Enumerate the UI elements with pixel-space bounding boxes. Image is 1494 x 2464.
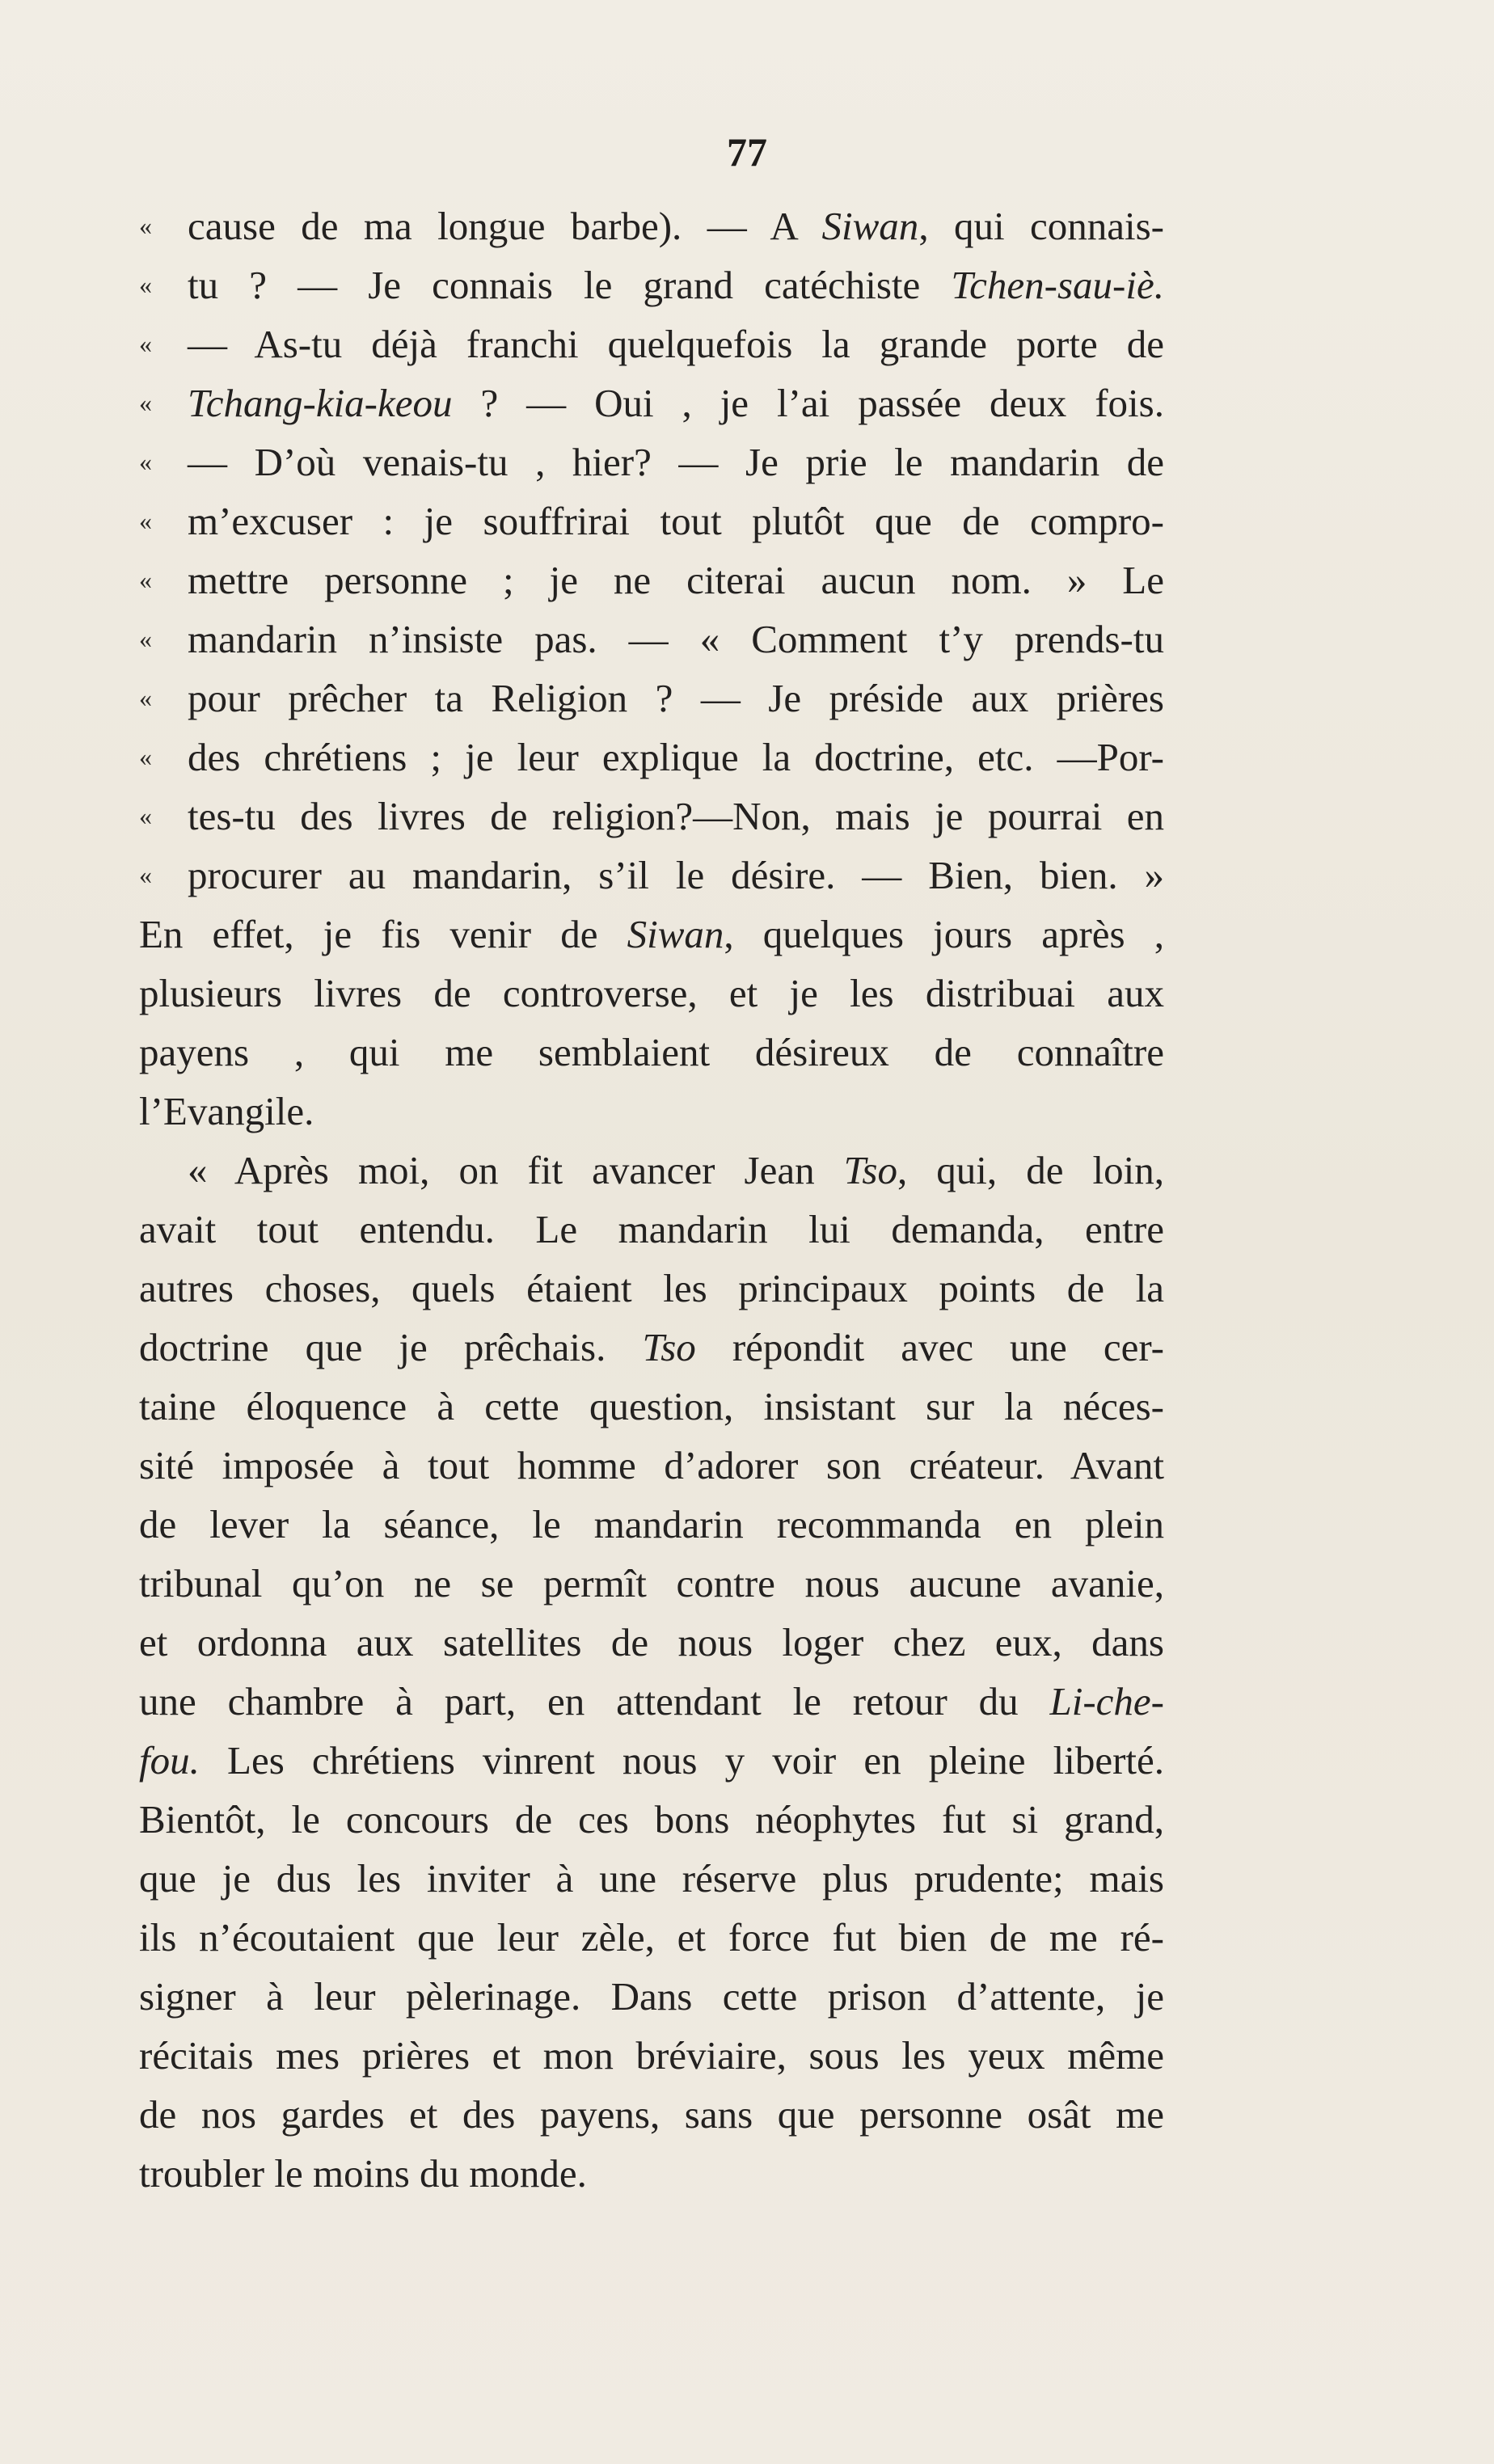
text-line	[139, 1672, 1164, 1731]
text-segment: tribunal qu’on ne se permît contre nous aucune avanie,	[139, 1561, 1164, 1605]
text-line	[139, 2085, 1164, 2144]
text-line	[139, 2026, 1164, 2085]
text-segment: tes-tu des livres de religion?—Non, mais je pourrai en	[188, 794, 1164, 838]
text-segment: tu ? — Je connais le grand catéchiste	[188, 263, 952, 307]
page-number: 77	[727, 129, 767, 175]
text-line	[139, 432, 1164, 492]
text-segment: doctrine que je prêchais.	[139, 1325, 643, 1369]
text-segment: plusieurs livres de controverse, et je les distribuai aux	[139, 971, 1164, 1015]
italic-segment: Tso	[843, 1148, 897, 1192]
text-segment: l’Evangile.	[139, 1089, 314, 1133]
quote-mark: «	[139, 211, 152, 240]
text-segment: , qui connais-	[918, 204, 1164, 248]
quote-mark: «	[139, 683, 152, 712]
body-text	[139, 196, 1164, 2203]
text-line	[139, 1023, 1164, 1082]
quote-mark: «	[139, 565, 152, 594]
text-line	[139, 1141, 1164, 1200]
italic-segment: Tchen-sau-iè.	[951, 263, 1164, 307]
text-segment: des chrétiens ; je leur explique la doctrine, etc. —Por-	[188, 735, 1164, 779]
quote-mark: «	[139, 624, 152, 653]
text-segment: de lever la séance, le mandarin recommanda en plein	[139, 1502, 1164, 1546]
text-segment: En effet, je fis venir de	[139, 912, 627, 956]
text-segment: Les chrétiens vinrent nous y voir en pleine liberté.	[199, 1738, 1164, 1783]
quote-mark: «	[139, 801, 152, 830]
text-segment: mettre personne ; je ne citerai aucun nom. » Le	[188, 558, 1164, 602]
text-line	[139, 1554, 1164, 1613]
text-line	[139, 314, 1164, 373]
text-line	[139, 787, 1164, 846]
text-segment: pour prêcher ta Religion ? — Je préside aux prières	[188, 676, 1164, 720]
text-line	[139, 1495, 1164, 1554]
text-line	[139, 1790, 1164, 1849]
text-line	[139, 964, 1164, 1023]
text-line	[139, 255, 1164, 314]
text-line	[139, 728, 1164, 787]
italic-segment: fou.	[139, 1738, 200, 1783]
text-segment: Bientôt, le concours de ces bons néophytes fut si grand,	[139, 1797, 1164, 1842]
text-line	[139, 1731, 1164, 1790]
text-segment: , quelques jours après ,	[724, 912, 1164, 956]
text-segment: mandarin n’insiste pas. — « Comment t’y prends-tu	[188, 617, 1164, 661]
text-segment: répondit avec une cer-	[695, 1325, 1164, 1369]
text-line	[139, 1377, 1164, 1436]
quote-mark: «	[139, 506, 152, 535]
text-line	[139, 1967, 1164, 2026]
italic-segment: Siwan	[821, 204, 919, 248]
italic-segment: Siwan	[627, 912, 724, 956]
text-line	[139, 373, 1164, 432]
quote-mark: «	[139, 860, 152, 889]
text-segment: autres choses, quels étaient les principaux points de la	[139, 1266, 1164, 1310]
text-segment: — D’où venais-tu , hier? — Je prie le mandarin de	[188, 440, 1164, 484]
text-segment: que je dus les inviter à une réserve plus prudente; mais	[139, 1856, 1164, 1901]
text-line	[139, 2144, 1164, 2203]
text-segment: ? — Oui , je l’ai passée deux fois.	[452, 381, 1164, 425]
text-segment: procurer au mandarin, s’il le désire. — Bien, bien. »	[188, 853, 1164, 897]
text-segment: sité imposée à tout homme d’adorer son créateur. Avant	[139, 1443, 1164, 1487]
text-segment: m’excuser : je souffrirai tout plutôt que de compro-	[188, 499, 1164, 543]
quote-mark: «	[139, 329, 152, 358]
text-segment: troubler le moins du monde.	[139, 2151, 587, 2196]
text-segment: avait tout entendu. Le mandarin lui demanda, entre	[139, 1207, 1164, 1251]
text-segment: « Après moi, on fit avancer Jean	[188, 1148, 844, 1192]
text-segment: récitais mes prières et mon bréviaire, sous les yeux même	[139, 2033, 1164, 2078]
text-line	[139, 1318, 1164, 1377]
text-segment: cause de ma longue barbe). — A	[188, 204, 822, 248]
text-line	[139, 1259, 1164, 1318]
text-line	[139, 551, 1164, 610]
text-segment: signer à leur pèlerinage. Dans cette prison d’attente, je	[139, 1974, 1164, 2019]
italic-segment: Li-che-	[1049, 1679, 1164, 1724]
text-line	[139, 1436, 1164, 1495]
text-segment: taine éloquence à cette question, insistant sur la néces-	[139, 1384, 1164, 1428]
text-line	[139, 610, 1164, 669]
text-line	[139, 1908, 1164, 1967]
quote-mark: «	[139, 270, 152, 299]
text-line	[139, 846, 1164, 905]
text-segment: , qui, de loin,	[897, 1148, 1165, 1192]
text-line	[139, 1200, 1164, 1259]
text-line	[139, 905, 1164, 964]
text-line	[139, 1082, 1164, 1141]
text-segment: de nos gardes et des payens, sans que personne osât me	[139, 2092, 1164, 2137]
quote-mark: «	[139, 742, 152, 771]
text-line	[139, 1613, 1164, 1672]
quote-mark: «	[139, 447, 152, 476]
text-segment: — As-tu déjà franchi quelquefois la grande porte de	[188, 322, 1164, 366]
italic-segment: Tso	[642, 1325, 696, 1369]
text-line	[139, 1849, 1164, 1908]
text-line	[139, 196, 1164, 255]
text-segment: payens , qui me semblaient désireux de connaître	[139, 1030, 1164, 1074]
quote-mark: «	[139, 388, 152, 417]
text-segment: une chambre à part, en attendant le retour du	[139, 1679, 1050, 1724]
text-line	[139, 669, 1164, 728]
italic-segment: Tchang-kia-keou	[188, 381, 453, 425]
text-segment: ils n’écoutaient que leur zèle, et force fut bien de me ré-	[139, 1915, 1164, 1960]
text-line	[139, 492, 1164, 551]
text-segment: et ordonna aux satellites de nous loger chez eux, dans	[139, 1620, 1164, 1664]
